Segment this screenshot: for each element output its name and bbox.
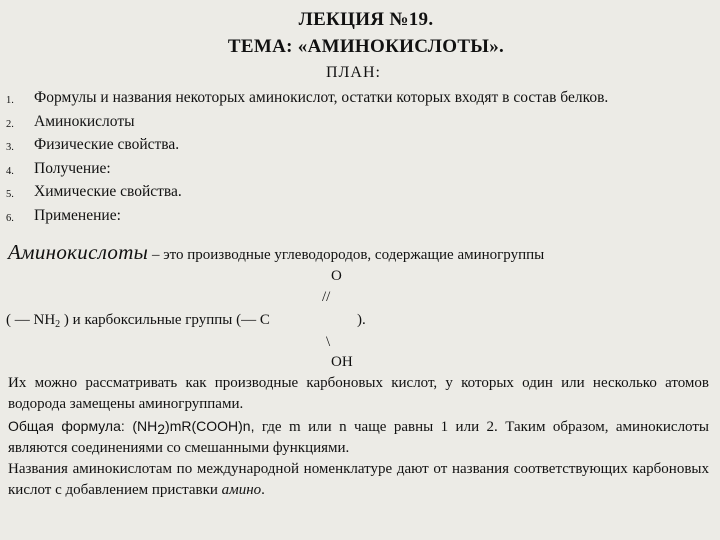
formula-single-bond: \	[326, 334, 331, 350]
lecture-title: ЛЕКЦИЯ №19.	[298, 9, 434, 30]
formula-line-end: ).	[357, 312, 366, 328]
definition	[8, 240, 544, 265]
plan-item-text: Химические свойства.	[34, 183, 182, 200]
definition-term: Аминокислоты	[8, 240, 149, 264]
plan-item	[6, 112, 720, 136]
plan-item-text: Применение:	[34, 206, 121, 224]
plan-item-number: 1.	[6, 95, 14, 106]
formula-double-bond: //	[322, 289, 331, 305]
formula-carboxyl-part: ) и карбоксильные группы (— С	[60, 312, 270, 328]
paragraph-nomenclature	[8, 459, 709, 501]
formula-line	[6, 311, 270, 329]
topic-title: ТЕМА: «АМИНОКИСЛОТЫ».	[227, 36, 505, 57]
plan-item	[6, 182, 720, 206]
formula-subscript: 2	[55, 319, 61, 330]
plan-item	[6, 159, 720, 183]
plan-item	[6, 206, 720, 230]
paragraph-general-formula	[8, 416, 709, 459]
nomenclature-text: Названия аминокислотам по международной номенклатуре дают от названия соответствующих карбоновых кислот с добавлением приставки	[8, 461, 709, 498]
nomenclature-end: .	[261, 482, 265, 498]
formula-hydroxyl: ОН	[331, 354, 353, 370]
formula-oxygen: О	[331, 268, 342, 284]
nomenclature-prefix: амино	[221, 482, 262, 498]
plan-item-text: Аминокислоты	[34, 112, 135, 130]
general-formula-part1: Общая формула: (NH	[8, 418, 158, 434]
paragraph-derivatives: Их можно рассматривать как производные карбоновых кислот, у которых один или несколько атомов водорода замещены аминогруппами.	[8, 375, 709, 412]
general-formula-text: где m или n чаще равны 1 или 2. Таким образом, аминокислоты являются соединениями со смешанными функциями.	[8, 419, 709, 456]
formula-amino-part: ( — NH	[6, 312, 56, 328]
general-formula-part2: )mR(COOH)n,	[165, 418, 255, 434]
plan-item	[6, 88, 720, 112]
plan-item-text: Формулы и названия некоторых аминокислот, остатки которых входят в состав белков.	[34, 89, 609, 106]
plan-item-number: 6.	[6, 212, 14, 224]
plan-item-number: 3.	[6, 142, 14, 153]
plan-item-number: 5.	[6, 189, 14, 200]
plan-heading: ПЛАН:	[326, 64, 381, 81]
plan-item	[6, 135, 720, 159]
plan-item-number: 2.	[6, 118, 14, 130]
plan-item-text: Физические свойства.	[34, 136, 180, 153]
plan-item-text: Получение:	[34, 159, 111, 177]
general-formula-subscript: 2	[157, 421, 166, 437]
plan-item-number: 4.	[6, 165, 14, 177]
plan-list	[6, 88, 720, 229]
definition-text: – это производные углеводородов, содержащие аминогруппы	[148, 247, 545, 263]
